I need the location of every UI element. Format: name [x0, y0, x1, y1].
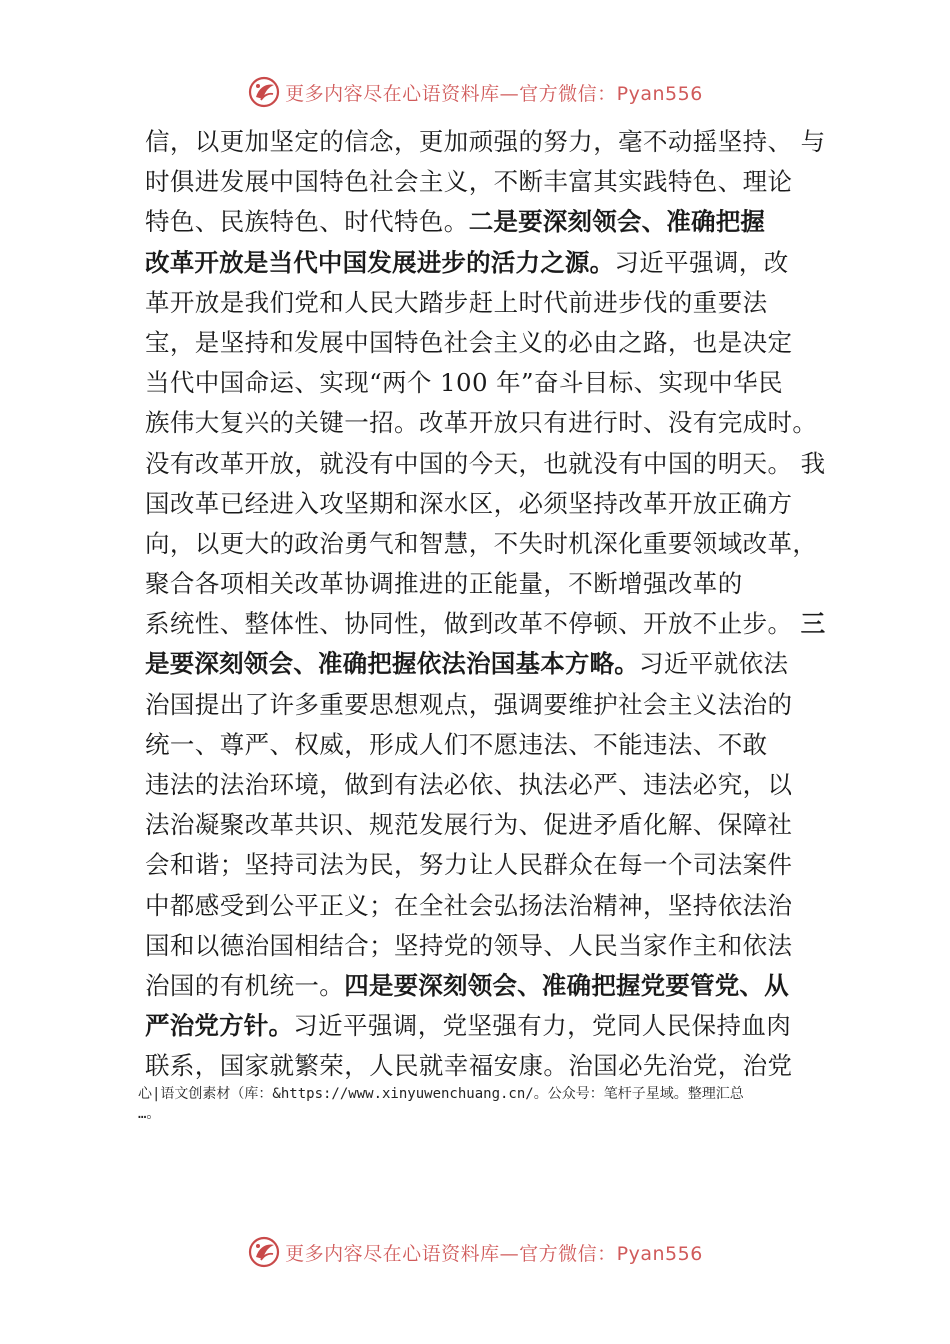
body-text-segment: 会和谐；坚持司法为民，努力让人民群众在每一个司法案件: [145, 850, 793, 880]
source-note: [138, 1084, 858, 1124]
text-line: [145, 685, 815, 725]
bold-heading-text: 二是要深刻领会、准确把握: [468, 207, 766, 237]
text-line: [145, 805, 815, 845]
bold-heading-text: 是要深刻领会、准确把握依法治国基本方略。: [145, 649, 639, 679]
bottom-watermark-banner: [0, 1230, 950, 1274]
text-line: [145, 564, 815, 604]
source-note-line: 心|语文创素材（库：&https://www.xinyuwenchuang.cn/。公众号：笔杆子星域。整理汇总: [138, 1086, 744, 1102]
top-watermark-banner: [0, 70, 950, 114]
watermark-text: 更多内容尽在心语资料库—官方微信：Pyan556: [285, 82, 703, 105]
text-line: [145, 243, 815, 283]
bold-heading-text: 严治党方针。: [145, 1011, 294, 1041]
body-text-segment: 国改革已经进入攻坚期和深水区，必须坚持改革开放正确方: [145, 488, 793, 518]
wechat-id: Pyan556: [616, 1242, 703, 1265]
text-line: [145, 845, 815, 885]
text-line: [145, 403, 818, 443]
body-text-segment: 违法的法治环境，做到有法必依、执法必严、违法必究，以: [145, 770, 793, 799]
body-text-segment: 特色、民族特色、时代特色。: [145, 207, 469, 237]
text-line: [145, 725, 815, 765]
text-line: [145, 202, 815, 242]
text-line: [145, 1006, 815, 1046]
text-line: [145, 926, 815, 966]
text-line: [145, 886, 815, 926]
body-text-segment: 治国提出了许多重要思想观点，强调要维护社会主义法治的: [145, 689, 793, 719]
body-text-segment: 族伟大复兴的关键一招。改革开放只有进行时、没有完成时。: [145, 408, 818, 438]
red-circle-logo-icon: [247, 75, 281, 109]
body-text-segment: 革开放是我们党和人民大踏步赶上时代前进步伐的重要法: [145, 287, 768, 317]
body-text-segment: 向，以更大的政治勇气和智慧，不失时机深化重要领域改革，: [145, 528, 818, 558]
text-line: [145, 283, 815, 323]
body-text-segment: 法治凝聚改革共识、规范发展行为、促进矛盾化解、保障社: [145, 810, 793, 840]
bold-heading-text: 四是要深刻领会、准确把握党要管党、从: [344, 970, 789, 1000]
text-line: [145, 363, 815, 403]
body-text-segment: 习近平就依法: [639, 649, 789, 679]
body-text-segment: 国和以德治国相结合；坚持党的领导、人民当家作主和依法: [145, 930, 793, 960]
body-text-segment: 系统性、整体性、协同性，做到改革不停顿、开放不止步。: [145, 609, 801, 639]
text-line: [145, 484, 815, 524]
text-line: [145, 1046, 815, 1086]
text-line: [145, 765, 815, 805]
body-text-segment: 聚合各项相关改革协调推进的正能量，不断增强改革的: [145, 569, 743, 599]
document-body: [145, 122, 826, 1087]
body-text-segment: 联系，国家就繁荣，人民就幸福安康。治国必先治党，治党: [145, 1051, 793, 1081]
body-text-segment: 当代中国命运、实现“两个 100 年”奋斗目标、实现中华民: [145, 368, 783, 398]
body-text-segment: 信，以更加坚定的信念，更加顽强的努力，毫不动摇坚持、 与: [145, 127, 826, 156]
text-line: [145, 524, 818, 564]
body-text-segment: 习近平强调，党坚强有力，党同人民保持血肉: [293, 1011, 792, 1041]
text-line: [145, 162, 815, 202]
text-line: [145, 323, 815, 363]
text-line: [145, 604, 826, 644]
body-text-segment: 统一、尊严、权威，形成人们不愿违法、不能违法、不敢: [145, 729, 768, 759]
text-line: [145, 966, 815, 1006]
body-text-segment: 习近平强调，改: [614, 247, 789, 277]
text-line: [145, 122, 826, 162]
text-line: [145, 444, 826, 484]
wechat-id: Pyan556: [616, 82, 703, 105]
source-note-line: …。: [138, 1106, 161, 1122]
bold-heading-text: 三: [800, 609, 826, 639]
watermark-text: 更多内容尽在心语资料库—官方微信：Pyan556: [285, 1242, 703, 1265]
body-text-segment: 时俱进发展中国特色社会主义，不断丰富其实践特色、理论: [145, 167, 793, 197]
text-line: [145, 644, 815, 684]
body-text-segment: 宝，是坚持和发展中国特色社会主义的必由之路，也是决定: [145, 327, 793, 357]
red-circle-logo-icon: [247, 1235, 281, 1269]
bold-heading-text: 改革开放是当代中国发展进步的活力之源。: [145, 247, 615, 277]
body-text-segment: 治国的有机统一。: [145, 970, 345, 1000]
body-text-segment: 中都感受到公平正义；在全社会弘扬法治精神，坚持依法治: [145, 890, 793, 920]
body-text-segment: 没有改革开放，就没有中国的今天，也就没有中国的明天。 我: [145, 448, 826, 478]
